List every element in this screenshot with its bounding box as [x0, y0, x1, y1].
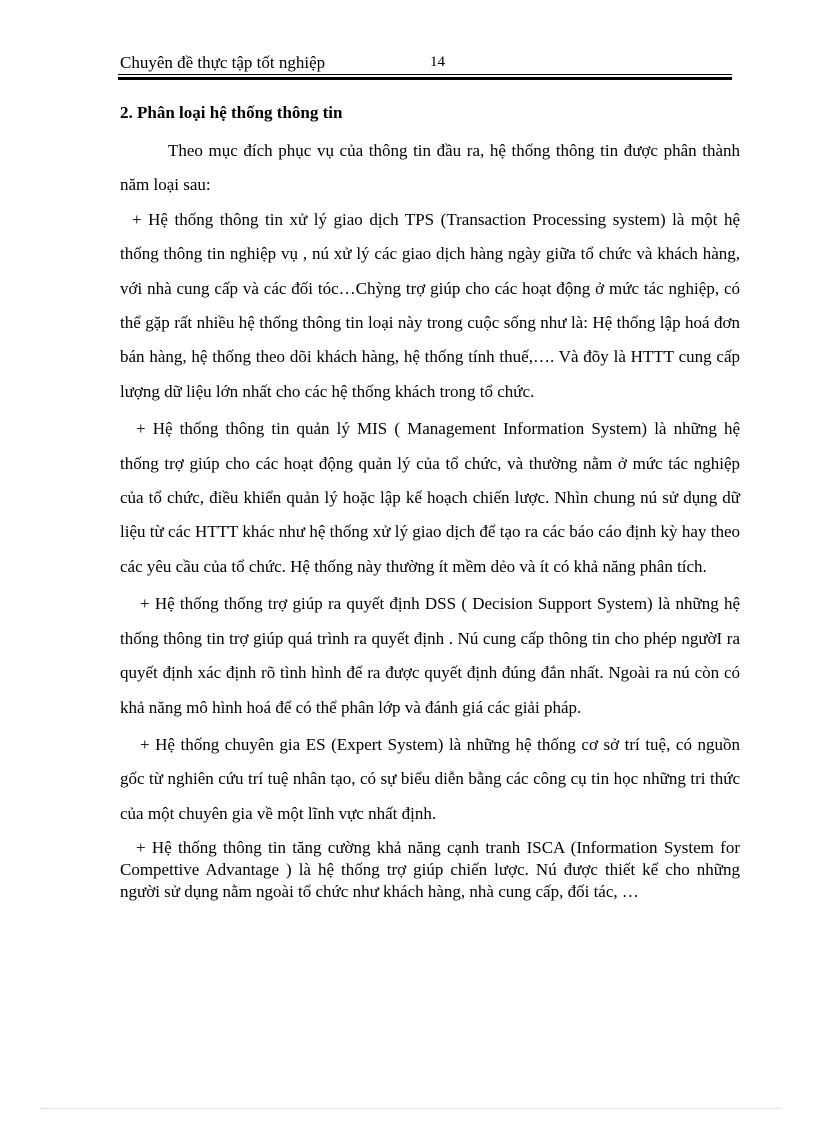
- paragraph-es: + Hệ thống chuyên gia ES (Expert System) là những hệ thống cơ sở trí tuệ, có nguồn gốc từ nghiên cứu trí tuệ nhân tạo, có sự biểu diễn bằng các công cụ tin học những tri thức của một chuyên gia về một lĩnh vực nhất định.: [120, 734, 740, 823]
- header-title: Chuyên đề thực tập tốt nghiệp: [120, 53, 326, 72]
- paragraph-intro: Theo mục đích phục vụ của thông tin đầu ra, hệ thống thông tin được phân thành năm loại sau:: [120, 141, 740, 195]
- page-number: 14: [430, 54, 445, 70]
- paragraph-tps: + Hệ thống thông tin xử lý giao dịch TPS (Transaction Processing system) là một hệ thống thông tin nghiệp vụ , nú xử lý các giao dịch hàng ngày giữa tổ chức và khách hàng, với nhà cung cấp và các đối tóc…Chỳng trợ giúp cho các hoạt động ở mức tác nghiệp, có thể gặp rất nhiều hệ thống thông tin loại này trong cuộc sống như là: Hệ thống lập hoá đơn bán hàng, hệ thống theo dõi khách hàng, hệ thống tính thuế,…. Và đõy là HTTT cung cấp lượng dữ liệu lớn nhất cho các hệ thống khách trong tổ chức.: [120, 209, 740, 401]
- paragraph-isca: + Hệ thống thông tin tăng cường khả năng cạnh tranh ISCA (Information System for Compettive Advantage ) là hệ thống trợ giúp chiến lược. Nú được thiết kế cho những người sử dụng nằm ngoài tổ chức như khách hàng, nhà cung cấp, đối tác, …: [120, 838, 740, 902]
- paragraph-mis: + Hệ thống thông tin quản lý MIS ( Management Information System) là những hệ thống trợ giúp cho các hoạt động quản lý của tổ chức, và thường nằm ở mức tác nghiệp của tổ chức, điều khiển quản lý hoặc lập kế hoạch chiến lược. Nhìn chung nú sử dụng dữ liệu từ các HTTT khác như hệ thống xử lý giao dịch để tạo ra các báo cáo định kỳ hay theo các yêu cầu của tổ chức. Hệ thống này thường ít mềm dẻo và ít có khả năng phân tích.: [120, 419, 740, 576]
- document-body: [120, 100, 740, 903]
- section-heading: 2. Phân loại hệ thống thông tin: [120, 103, 343, 122]
- header-rule-thin: [118, 74, 732, 75]
- header-rule-thick: [118, 77, 732, 80]
- page-header: [120, 52, 732, 76]
- paragraph-dss: + Hệ thống thống trợ giúp ra quyết định DSS ( Decision Support System) là những hệ thống thông tin trợ giúp quá trình ra quyết định . Nú cung cấp thông tin cho phép ngườI ra quyết định xác định rõ tình hình để ra được quyết định đúng đắn nhất. Ngoài ra nú còn có khả năng mô hình hoá để có thể phân lớp và đánh giá các giải pháp.: [120, 594, 740, 717]
- page-bottom-border: [40, 1108, 780, 1109]
